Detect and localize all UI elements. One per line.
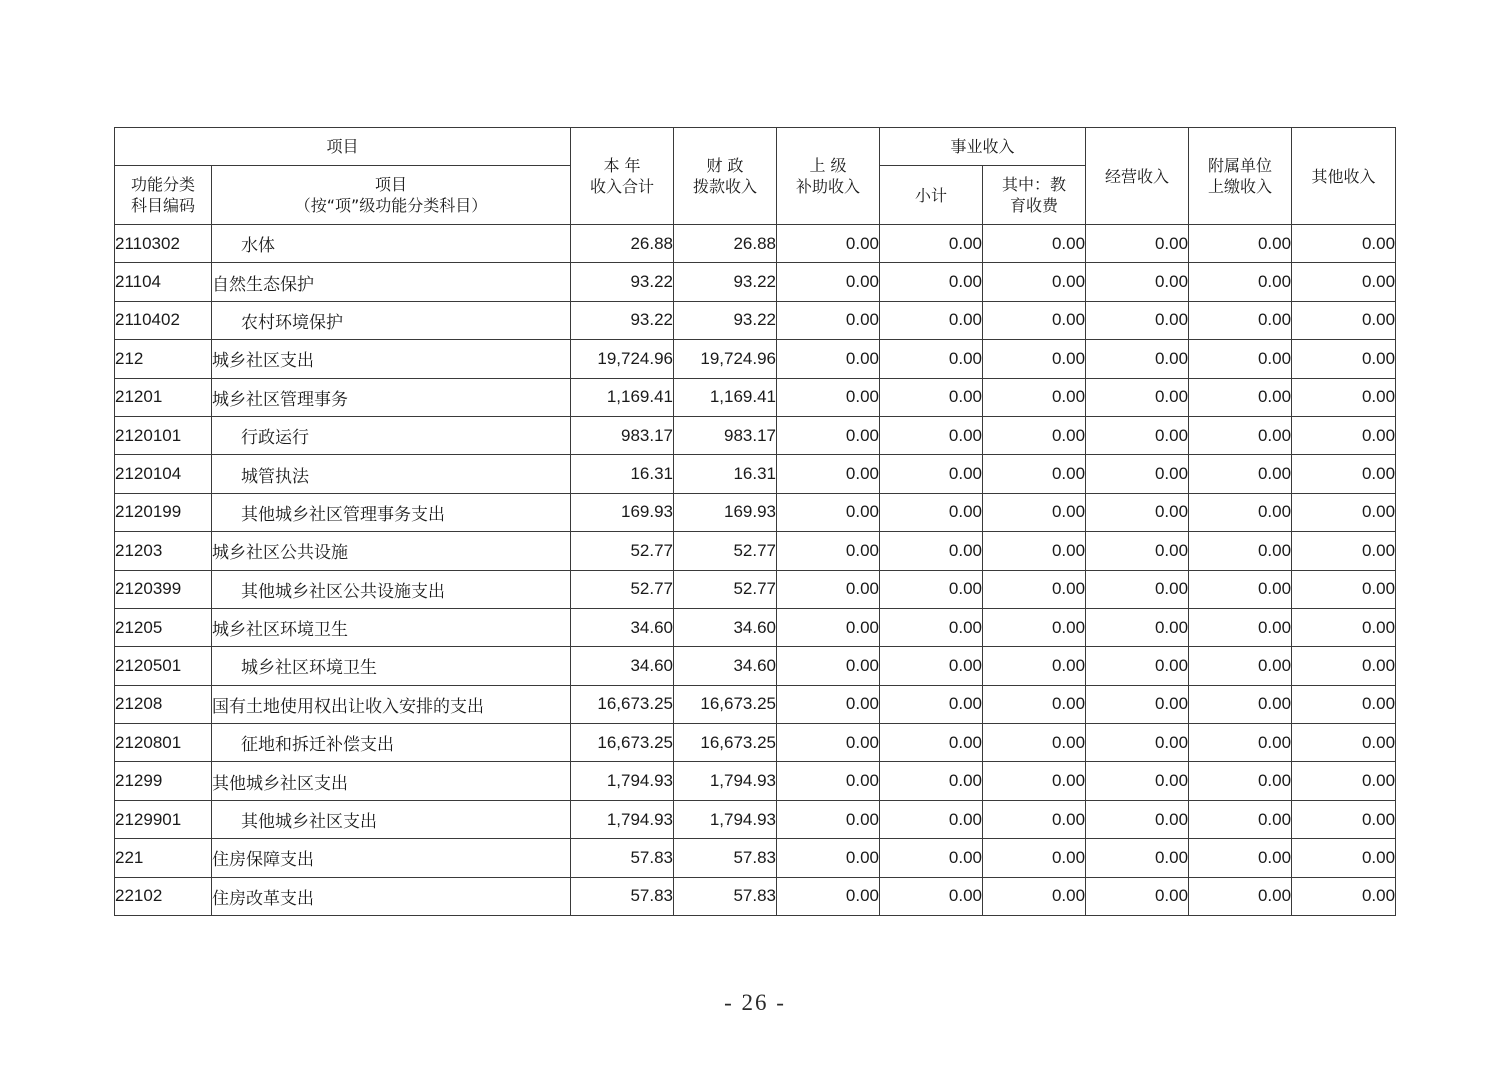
header-superior xyxy=(777,128,880,225)
cell-edu: 0.00 xyxy=(983,877,1086,915)
cell-total: 19,724.96 xyxy=(571,340,674,378)
cell-fiscal: 1,169.41 xyxy=(674,378,777,416)
cell-operating: 0.00 xyxy=(1086,877,1189,915)
cell-affiliated: 0.00 xyxy=(1189,263,1292,301)
cell-affiliated: 0.00 xyxy=(1189,378,1292,416)
cell-total: 93.22 xyxy=(571,263,674,301)
cell-operating: 0.00 xyxy=(1086,301,1189,339)
cell-operating: 0.00 xyxy=(1086,839,1189,877)
cell-item-name: 城乡社区环境卫生 xyxy=(212,608,571,646)
cell-edu: 0.00 xyxy=(983,724,1086,762)
cell-other: 0.00 xyxy=(1292,724,1396,762)
cell-operating: 0.00 xyxy=(1086,570,1189,608)
cell-other: 0.00 xyxy=(1292,570,1396,608)
cell-subtotal: 0.00 xyxy=(880,800,983,838)
cell-total: 1,794.93 xyxy=(571,800,674,838)
cell-superior: 0.00 xyxy=(777,263,880,301)
table-row xyxy=(115,263,1396,301)
cell-item-name: 国有土地使用权出让收入安排的支出 xyxy=(212,685,571,723)
cell-superior: 0.00 xyxy=(777,724,880,762)
cell-other: 0.00 xyxy=(1292,416,1396,454)
cell-subtotal: 0.00 xyxy=(880,877,983,915)
cell-operating: 0.00 xyxy=(1086,724,1189,762)
cell-code: 212 xyxy=(115,340,212,378)
cell-total: 93.22 xyxy=(571,301,674,339)
cell-subtotal: 0.00 xyxy=(880,225,983,263)
cell-affiliated: 0.00 xyxy=(1189,724,1292,762)
cell-affiliated: 0.00 xyxy=(1189,800,1292,838)
cell-affiliated: 0.00 xyxy=(1189,416,1292,454)
cell-other: 0.00 xyxy=(1292,301,1396,339)
cell-edu: 0.00 xyxy=(983,532,1086,570)
header-func-code-line2: 科目编码 xyxy=(130,196,195,215)
cell-item-name: 其他城乡社区支出 xyxy=(212,762,571,800)
cell-affiliated: 0.00 xyxy=(1189,570,1292,608)
cell-total: 57.83 xyxy=(571,877,674,915)
header-row-1 xyxy=(115,128,1396,166)
cell-operating: 0.00 xyxy=(1086,340,1189,378)
cell-total: 16,673.25 xyxy=(571,685,674,723)
cell-code: 2120801 xyxy=(115,724,212,762)
cell-edu: 0.00 xyxy=(983,455,1086,493)
table-row xyxy=(115,800,1396,838)
cell-subtotal: 0.00 xyxy=(880,762,983,800)
cell-affiliated: 0.00 xyxy=(1189,839,1292,877)
table-row xyxy=(115,608,1396,646)
cell-other: 0.00 xyxy=(1292,608,1396,646)
cell-edu: 0.00 xyxy=(983,340,1086,378)
cell-total: 26.88 xyxy=(571,225,674,263)
cell-operating: 0.00 xyxy=(1086,493,1189,531)
cell-code: 2129901 xyxy=(115,800,212,838)
table-row xyxy=(115,647,1396,685)
cell-subtotal: 0.00 xyxy=(880,493,983,531)
cell-affiliated: 0.00 xyxy=(1189,877,1292,915)
header-item-line1: 项目 xyxy=(375,175,408,194)
cell-total: 983.17 xyxy=(571,416,674,454)
header-affiliated-line2: 上缴收入 xyxy=(1208,177,1273,196)
cell-subtotal: 0.00 xyxy=(880,647,983,685)
cell-code: 21201 xyxy=(115,378,212,416)
header-edu-fee xyxy=(983,166,1086,225)
cell-fiscal: 983.17 xyxy=(674,416,777,454)
cell-edu: 0.00 xyxy=(983,301,1086,339)
cell-affiliated: 0.00 xyxy=(1189,762,1292,800)
cell-affiliated: 0.00 xyxy=(1189,647,1292,685)
cell-superior: 0.00 xyxy=(777,647,880,685)
header-operating: 经营收入 xyxy=(1086,128,1189,225)
cell-other: 0.00 xyxy=(1292,839,1396,877)
cell-fiscal: 93.22 xyxy=(674,263,777,301)
cell-total: 169.93 xyxy=(571,493,674,531)
cell-superior: 0.00 xyxy=(777,378,880,416)
cell-item-name: 行政运行 xyxy=(212,416,571,454)
cell-fiscal: 26.88 xyxy=(674,225,777,263)
table-row xyxy=(115,877,1396,915)
cell-affiliated: 0.00 xyxy=(1189,340,1292,378)
cell-edu: 0.00 xyxy=(983,647,1086,685)
header-affiliated-line1: 附属单位 xyxy=(1208,156,1273,175)
cell-affiliated: 0.00 xyxy=(1189,608,1292,646)
cell-code: 22102 xyxy=(115,877,212,915)
cell-edu: 0.00 xyxy=(983,570,1086,608)
cell-total: 1,169.41 xyxy=(571,378,674,416)
cell-edu: 0.00 xyxy=(983,800,1086,838)
cell-superior: 0.00 xyxy=(777,800,880,838)
header-fiscal-line2: 拨款收入 xyxy=(693,177,758,196)
cell-code: 2120101 xyxy=(115,416,212,454)
cell-code: 21205 xyxy=(115,608,212,646)
cell-affiliated: 0.00 xyxy=(1189,301,1292,339)
cell-affiliated: 0.00 xyxy=(1189,532,1292,570)
cell-subtotal: 0.00 xyxy=(880,724,983,762)
cell-fiscal: 57.83 xyxy=(674,839,777,877)
cell-subtotal: 0.00 xyxy=(880,570,983,608)
cell-edu: 0.00 xyxy=(983,608,1086,646)
cell-total: 52.77 xyxy=(571,532,674,570)
cell-total: 16.31 xyxy=(571,455,674,493)
cell-fiscal: 19,724.96 xyxy=(674,340,777,378)
cell-item-name: 城乡社区支出 xyxy=(212,340,571,378)
cell-edu: 0.00 xyxy=(983,685,1086,723)
cell-operating: 0.00 xyxy=(1086,416,1189,454)
cell-other: 0.00 xyxy=(1292,263,1396,301)
cell-fiscal: 52.77 xyxy=(674,570,777,608)
cell-fiscal: 34.60 xyxy=(674,608,777,646)
cell-subtotal: 0.00 xyxy=(880,532,983,570)
cell-superior: 0.00 xyxy=(777,570,880,608)
cell-fiscal: 16,673.25 xyxy=(674,685,777,723)
cell-fiscal: 1,794.93 xyxy=(674,762,777,800)
cell-subtotal: 0.00 xyxy=(880,340,983,378)
cell-item-name: 其他城乡社区支出 xyxy=(212,800,571,838)
cell-code: 2120104 xyxy=(115,455,212,493)
table-row xyxy=(115,225,1396,263)
header-business: 事业收入 xyxy=(880,128,1086,166)
cell-superior: 0.00 xyxy=(777,455,880,493)
header-func-code-line1: 功能分类 xyxy=(130,175,195,194)
table-row xyxy=(115,340,1396,378)
table-row xyxy=(115,570,1396,608)
cell-other: 0.00 xyxy=(1292,877,1396,915)
cell-operating: 0.00 xyxy=(1086,455,1189,493)
header-item-line2: （按“项”级功能分类科目） xyxy=(294,196,488,215)
header-total-line1: 本 年 xyxy=(603,156,641,175)
cell-item-name: 征地和拆迁补偿支出 xyxy=(212,724,571,762)
cell-fiscal: 93.22 xyxy=(674,301,777,339)
table-row xyxy=(115,532,1396,570)
header-subtotal: 小计 xyxy=(880,166,983,225)
cell-superior: 0.00 xyxy=(777,839,880,877)
table-body xyxy=(115,225,1396,916)
cell-total: 52.77 xyxy=(571,570,674,608)
cell-code: 2120399 xyxy=(115,570,212,608)
cell-code: 221 xyxy=(115,839,212,877)
cell-total: 34.60 xyxy=(571,647,674,685)
table-header xyxy=(115,128,1396,225)
cell-item-name: 城管执法 xyxy=(212,455,571,493)
cell-other: 0.00 xyxy=(1292,340,1396,378)
cell-code: 2120199 xyxy=(115,493,212,531)
header-fiscal xyxy=(674,128,777,225)
cell-subtotal: 0.00 xyxy=(880,455,983,493)
cell-other: 0.00 xyxy=(1292,532,1396,570)
cell-edu: 0.00 xyxy=(983,493,1086,531)
cell-item-name: 其他城乡社区公共设施支出 xyxy=(212,570,571,608)
cell-superior: 0.00 xyxy=(777,608,880,646)
cell-other: 0.00 xyxy=(1292,800,1396,838)
header-item xyxy=(212,166,571,225)
cell-fiscal: 169.93 xyxy=(674,493,777,531)
cell-total: 16,673.25 xyxy=(571,724,674,762)
table-row xyxy=(115,416,1396,454)
cell-item-name: 其他城乡社区管理事务支出 xyxy=(212,493,571,531)
cell-other: 0.00 xyxy=(1292,685,1396,723)
income-budget-table xyxy=(114,127,1396,916)
cell-edu: 0.00 xyxy=(983,225,1086,263)
cell-fiscal: 16,673.25 xyxy=(674,724,777,762)
table-row xyxy=(115,455,1396,493)
cell-item-name: 住房改革支出 xyxy=(212,877,571,915)
cell-item-name: 城乡社区管理事务 xyxy=(212,378,571,416)
cell-item-name: 城乡社区公共设施 xyxy=(212,532,571,570)
cell-subtotal: 0.00 xyxy=(880,839,983,877)
cell-affiliated: 0.00 xyxy=(1189,225,1292,263)
cell-other: 0.00 xyxy=(1292,493,1396,531)
cell-fiscal: 16.31 xyxy=(674,455,777,493)
cell-superior: 0.00 xyxy=(777,877,880,915)
cell-subtotal: 0.00 xyxy=(880,378,983,416)
table-row xyxy=(115,762,1396,800)
cell-superior: 0.00 xyxy=(777,340,880,378)
cell-subtotal: 0.00 xyxy=(880,685,983,723)
cell-fiscal: 52.77 xyxy=(674,532,777,570)
cell-item-name: 农村环境保护 xyxy=(212,301,571,339)
header-total xyxy=(571,128,674,225)
header-edu-fee-line2: 育收费 xyxy=(1010,196,1059,215)
cell-superior: 0.00 xyxy=(777,493,880,531)
header-affiliated xyxy=(1189,128,1292,225)
cell-superior: 0.00 xyxy=(777,762,880,800)
cell-code: 2110302 xyxy=(115,225,212,263)
cell-fiscal: 34.60 xyxy=(674,647,777,685)
cell-total: 34.60 xyxy=(571,608,674,646)
cell-edu: 0.00 xyxy=(983,839,1086,877)
cell-superior: 0.00 xyxy=(777,685,880,723)
header-func-code xyxy=(115,166,212,225)
cell-operating: 0.00 xyxy=(1086,800,1189,838)
header-total-line2: 收入合计 xyxy=(590,177,655,196)
cell-other: 0.00 xyxy=(1292,225,1396,263)
header-superior-line1: 上 级 xyxy=(809,156,847,175)
cell-other: 0.00 xyxy=(1292,378,1396,416)
cell-operating: 0.00 xyxy=(1086,762,1189,800)
cell-superior: 0.00 xyxy=(777,301,880,339)
cell-subtotal: 0.00 xyxy=(880,301,983,339)
cell-code: 21203 xyxy=(115,532,212,570)
cell-affiliated: 0.00 xyxy=(1189,455,1292,493)
cell-other: 0.00 xyxy=(1292,455,1396,493)
cell-code: 2110402 xyxy=(115,301,212,339)
cell-operating: 0.00 xyxy=(1086,263,1189,301)
cell-fiscal: 1,794.93 xyxy=(674,800,777,838)
cell-total: 57.83 xyxy=(571,839,674,877)
cell-operating: 0.00 xyxy=(1086,225,1189,263)
cell-code: 21104 xyxy=(115,263,212,301)
cell-total: 1,794.93 xyxy=(571,762,674,800)
header-project: 项目 xyxy=(115,128,571,166)
cell-subtotal: 0.00 xyxy=(880,263,983,301)
cell-affiliated: 0.00 xyxy=(1189,685,1292,723)
header-edu-fee-line1: 其中：教 xyxy=(1002,175,1067,194)
cell-subtotal: 0.00 xyxy=(880,416,983,454)
cell-operating: 0.00 xyxy=(1086,378,1189,416)
cell-item-name: 住房保障支出 xyxy=(212,839,571,877)
cell-superior: 0.00 xyxy=(777,532,880,570)
cell-superior: 0.00 xyxy=(777,416,880,454)
cell-code: 2120501 xyxy=(115,647,212,685)
page-number: - 26 - xyxy=(724,990,786,1015)
cell-edu: 0.00 xyxy=(983,762,1086,800)
cell-operating: 0.00 xyxy=(1086,647,1189,685)
cell-edu: 0.00 xyxy=(983,378,1086,416)
header-other: 其他收入 xyxy=(1292,128,1396,225)
cell-superior: 0.00 xyxy=(777,225,880,263)
table-row xyxy=(115,493,1396,531)
header-fiscal-line1: 财 政 xyxy=(706,156,744,175)
cell-other: 0.00 xyxy=(1292,647,1396,685)
cell-edu: 0.00 xyxy=(983,263,1086,301)
cell-item-name: 城乡社区环境卫生 xyxy=(212,647,571,685)
header-superior-line2: 补助收入 xyxy=(796,177,861,196)
table-row xyxy=(115,301,1396,339)
table-row xyxy=(115,839,1396,877)
cell-code: 21208 xyxy=(115,685,212,723)
cell-other: 0.00 xyxy=(1292,762,1396,800)
cell-code: 21299 xyxy=(115,762,212,800)
cell-item-name: 自然生态保护 xyxy=(212,263,571,301)
table-row xyxy=(115,685,1396,723)
cell-affiliated: 0.00 xyxy=(1189,493,1292,531)
cell-item-name: 水体 xyxy=(212,225,571,263)
cell-edu: 0.00 xyxy=(983,416,1086,454)
table-row xyxy=(115,724,1396,762)
cell-operating: 0.00 xyxy=(1086,608,1189,646)
cell-operating: 0.00 xyxy=(1086,685,1189,723)
table-row xyxy=(115,378,1396,416)
cell-subtotal: 0.00 xyxy=(880,608,983,646)
cell-operating: 0.00 xyxy=(1086,532,1189,570)
cell-fiscal: 57.83 xyxy=(674,877,777,915)
